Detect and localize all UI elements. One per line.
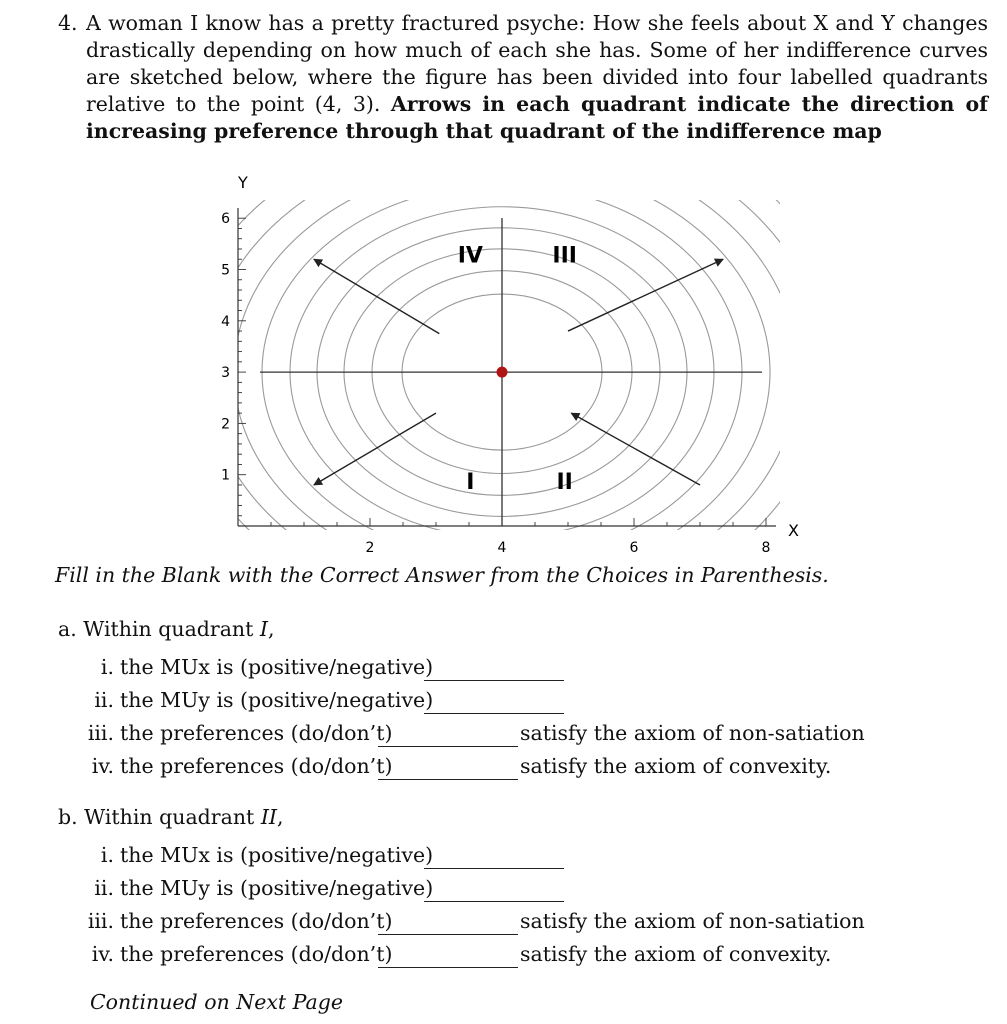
- answer-blank[interactable]: [424, 713, 564, 714]
- problem-bold-text: Arrows in each quadrant indicate the direction of increasing preference through that quadrant of the indifference map: [86, 92, 989, 143]
- item-number: i.: [100, 655, 114, 679]
- part-quadrant: II: [260, 805, 278, 829]
- arrow-quadrant-IV: [314, 259, 439, 333]
- y-tick-label: 5: [221, 262, 230, 279]
- instruction-text: Fill in the Blank with the Correct Answer from the Choices in Parenthesis.: [55, 563, 829, 587]
- item-question-text: the MUx is (positive/negative): [120, 655, 434, 679]
- item-suffix-text: satisfy the axiom of convexity.: [520, 942, 832, 966]
- answer-blank[interactable]: [378, 934, 518, 935]
- part-heading: b. Within quadrant II,: [58, 805, 284, 829]
- item-question-text: the preferences (do/don’t): [120, 909, 393, 933]
- item-suffix-text: satisfy the axiom of non-satiation: [520, 909, 865, 933]
- quadrant-label-III: III: [552, 243, 577, 269]
- problem-statement: [58, 10, 988, 145]
- problem-text: A woman I know has a pretty fractured psyche: How she feels about X and Y changes drastically depending on how much of each she has. Some of her indifference curves are sketched below, where the figure has been divided into four labelled quadrants relative to the point (4, 3).: [86, 11, 988, 116]
- answer-blank[interactable]: [378, 779, 518, 780]
- item-question-text: the preferences (do/don’t): [120, 942, 393, 966]
- item-number: iv.: [91, 942, 114, 966]
- problem-number: 4.: [58, 11, 78, 35]
- quadrant-label-I: I: [466, 470, 475, 496]
- answer-blank[interactable]: [424, 868, 564, 869]
- item-number: ii.: [94, 876, 114, 900]
- item-question-text: the MUy is (positive/negative): [120, 876, 434, 900]
- quadrant-label-II: II: [556, 470, 573, 496]
- item-number: iii.: [87, 909, 114, 933]
- indifference-map-figure: [200, 168, 800, 563]
- item-number: iii.: [87, 721, 114, 745]
- y-axis-label: Y: [238, 173, 248, 192]
- answer-blank[interactable]: [424, 901, 564, 902]
- y-tick-label: 1: [221, 467, 230, 484]
- y-tick-label: 2: [221, 416, 230, 433]
- part-label: b. Within quadrant: [58, 805, 255, 829]
- item-question-text: the MUy is (positive/negative): [120, 688, 434, 712]
- axes: [221, 208, 776, 556]
- x-axis-label: X: [788, 521, 799, 540]
- answer-blank[interactable]: [424, 680, 564, 681]
- y-tick-label: 4: [221, 313, 230, 330]
- item-question-text: the preferences (do/don’t): [120, 754, 393, 778]
- quadrant-divider-lines: [260, 218, 762, 526]
- y-tick-label: 3: [221, 365, 230, 382]
- item-number: iv.: [91, 754, 114, 778]
- part-heading: a. Within quadrant I,: [58, 617, 275, 641]
- quadrant-label-IV: IV: [457, 243, 483, 269]
- part-quadrant: I: [259, 617, 269, 641]
- item-suffix-text: satisfy the axiom of non-satiation: [520, 721, 865, 745]
- center-point-marker: [497, 367, 508, 378]
- continued-footer: Continued on Next Page: [90, 990, 343, 1014]
- item-question-text: the MUx is (positive/negative): [120, 843, 434, 867]
- answer-blank[interactable]: [378, 746, 518, 747]
- y-tick-label: 6: [221, 211, 230, 228]
- x-tick-label: 8: [761, 540, 771, 556]
- x-tick-label: 6: [629, 540, 639, 556]
- item-question-text: the preferences (do/don’t): [120, 721, 393, 745]
- x-tick-label: 4: [497, 540, 507, 556]
- part-label: a. Within quadrant: [58, 617, 254, 641]
- answer-blank[interactable]: [378, 967, 518, 968]
- indifference-curves: [200, 168, 800, 563]
- item-number: ii.: [94, 688, 114, 712]
- item-suffix-text: satisfy the axiom of convexity.: [520, 754, 832, 778]
- x-tick-label: 2: [365, 540, 375, 556]
- item-number: i.: [100, 843, 114, 867]
